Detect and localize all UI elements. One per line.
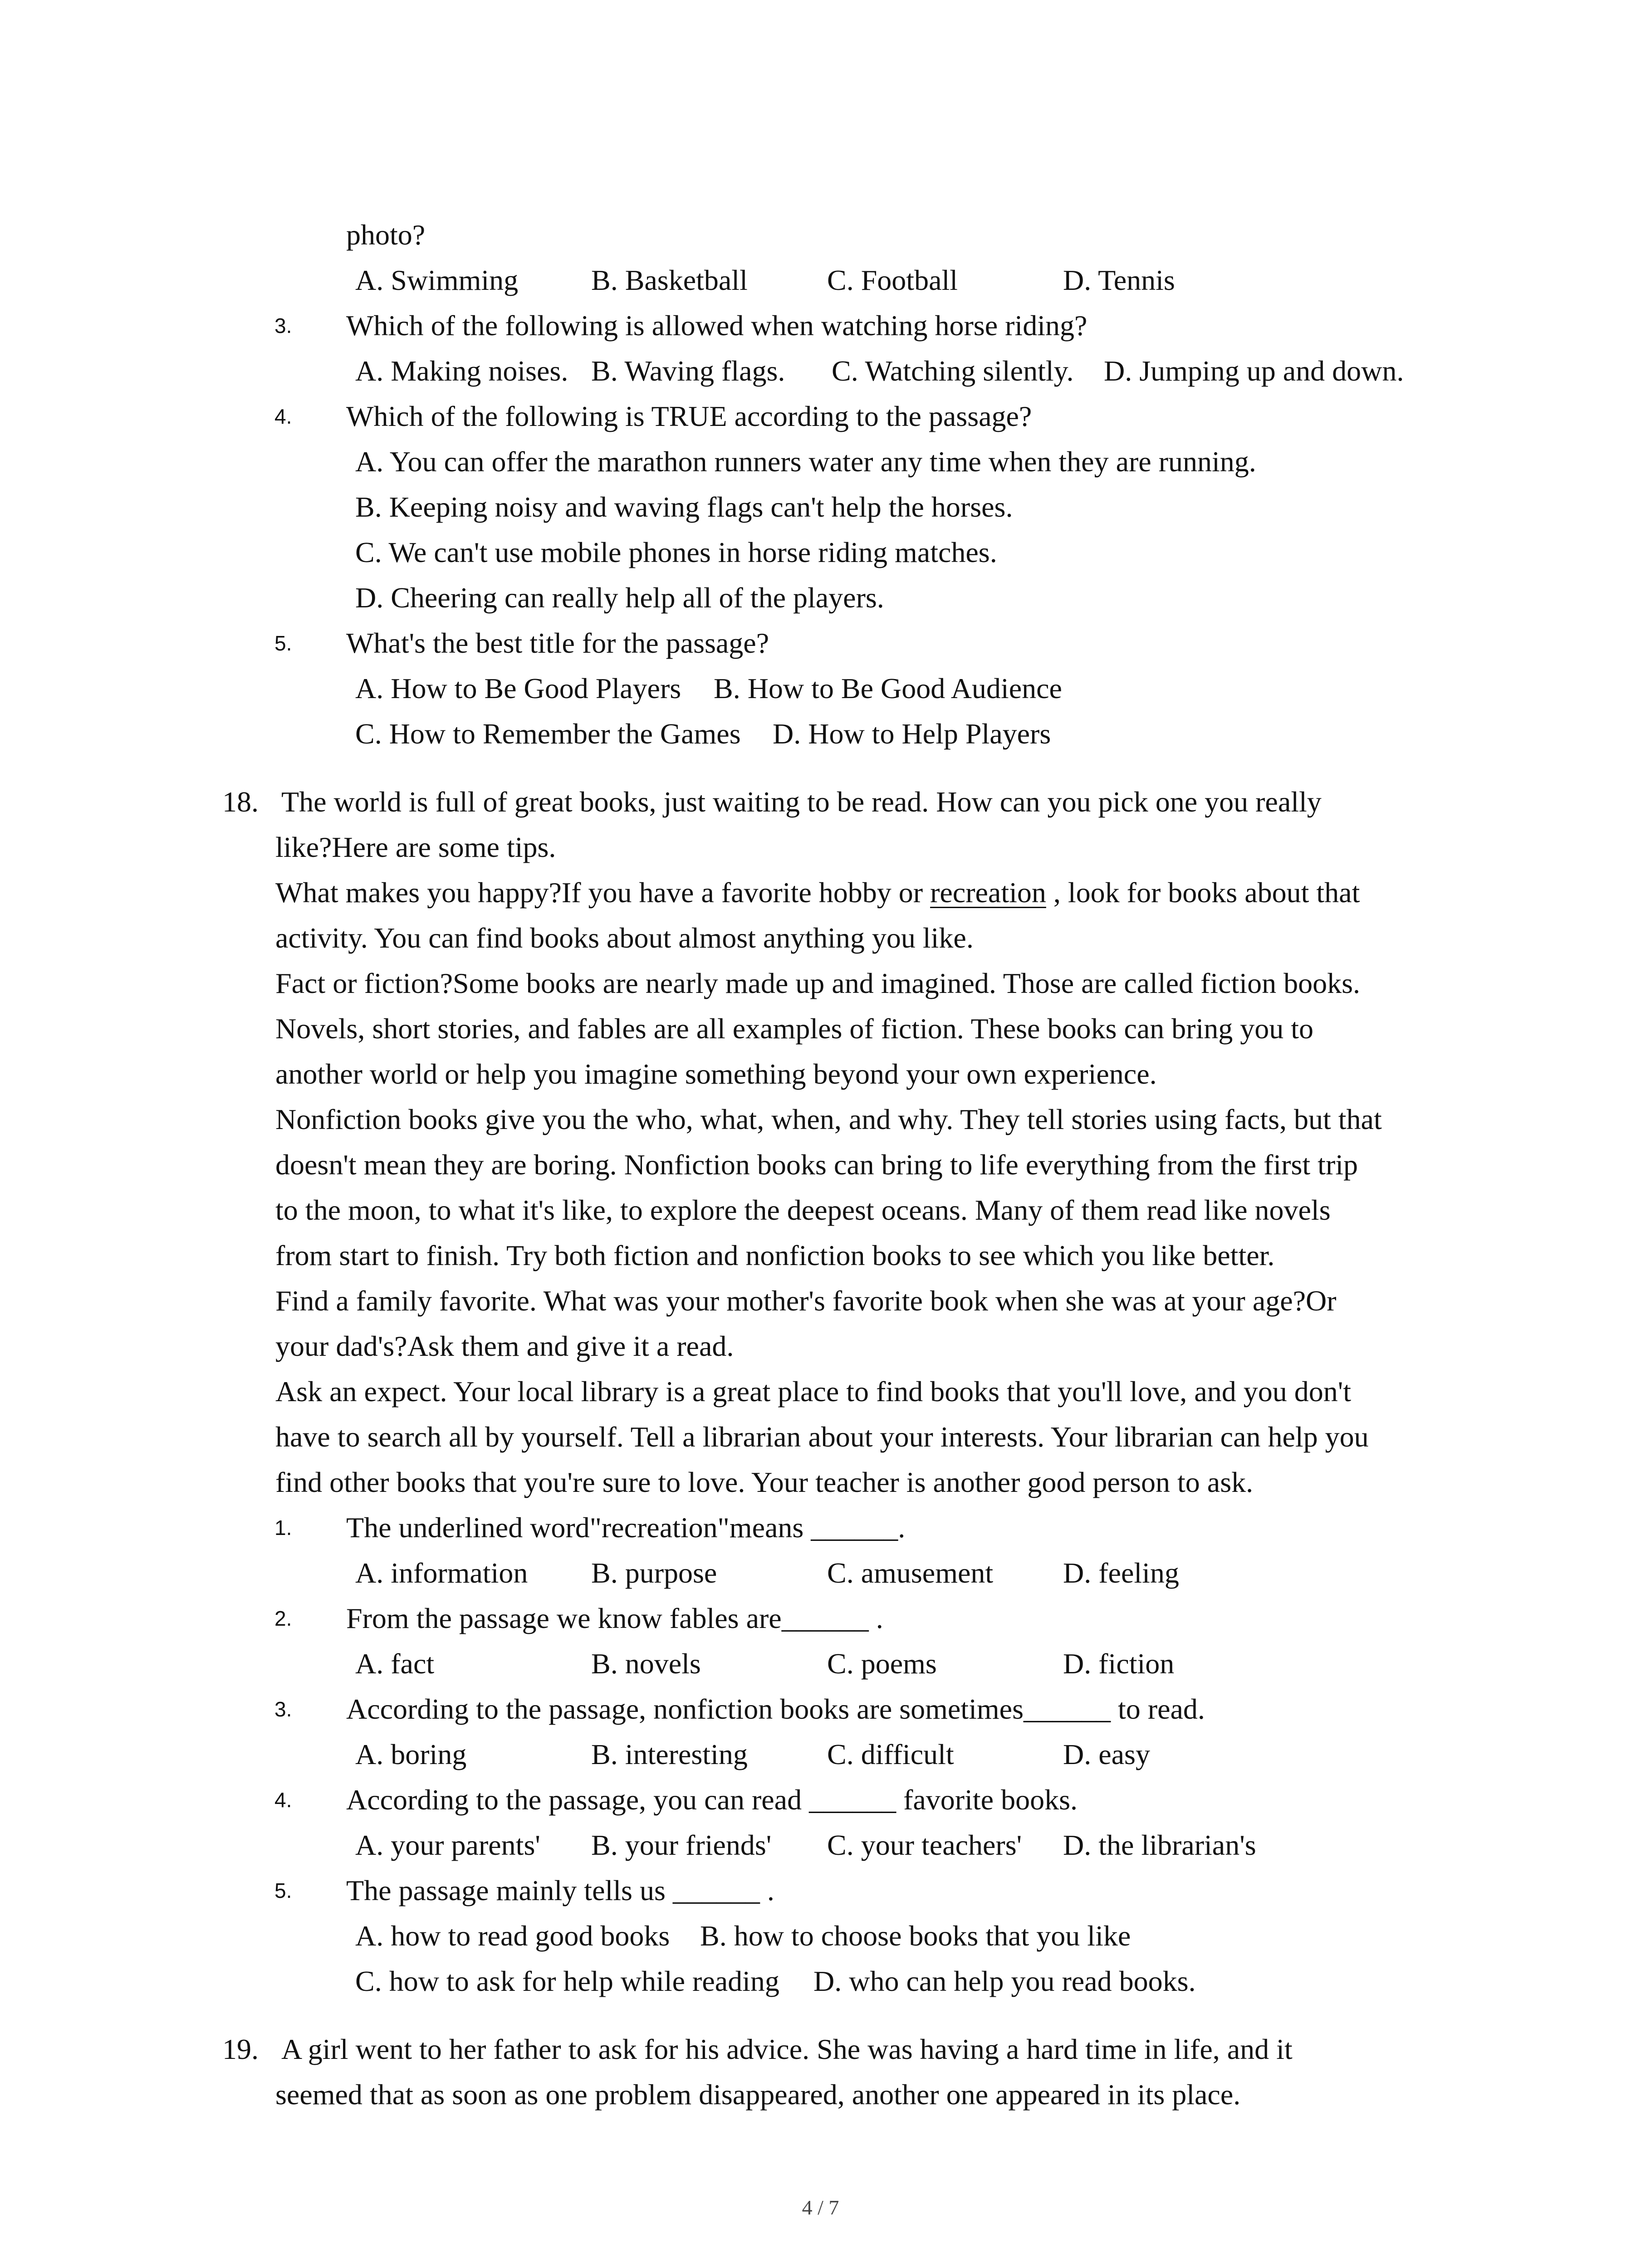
- passage-line: seemed that as soon as one problem disappeared, another one appeared in its place.: [275, 2078, 1241, 2111]
- passage-line: have to search all by yourself. Tell a librarian about your interests. Your librarian can help you: [275, 1421, 1369, 1453]
- q17-2-stem-end: photo?: [346, 219, 426, 251]
- option: D. who can help you read books.: [813, 1965, 1196, 1997]
- passage-line: your dad's?Ask them and give it a read.: [275, 1330, 734, 1362]
- option: C. Watching silently.: [832, 355, 1074, 387]
- question-stem: Which of the following is allowed when watching horse riding?: [346, 309, 1087, 342]
- passage-line: find other books that you're sure to love. Your teacher is another good person to ask.: [275, 1466, 1254, 1498]
- option: B. how to choose books that you like: [700, 1920, 1131, 1952]
- passage-line: Fact or fiction?Some books are nearly made up and imagined. Those are called fiction books.: [275, 967, 1360, 999]
- option: D. How to Help Players: [773, 718, 1051, 750]
- passage-line: activity. You can find books about almost anything you like.: [275, 922, 974, 954]
- option: A. Swimming: [355, 264, 519, 296]
- option: A. You can offer the marathon runners water any time when they are running.: [355, 445, 1256, 478]
- option: B. purpose: [591, 1557, 717, 1589]
- option: D. fiction: [1063, 1647, 1175, 1680]
- passage-line: The world is full of great books, just waiting to be read. How can you pick one you really: [281, 786, 1322, 818]
- passage-line: from start to finish. Try both fiction and nonfiction books to see which you like better.: [275, 1239, 1275, 1271]
- passage-line: Novels, short stories, and fables are all examples of fiction. These books can bring you to: [275, 1012, 1314, 1045]
- question-stem: From the passage we know fables are______ .: [346, 1602, 883, 1634]
- question-stem: The passage mainly tells us ______ .: [346, 1874, 774, 1906]
- option: C. difficult: [827, 1738, 954, 1770]
- option: D. Cheering can really help all of the players.: [355, 582, 884, 614]
- question-number: 5.: [274, 631, 292, 655]
- passage-line: another world or help you imagine something beyond your own experience.: [275, 1058, 1157, 1090]
- option: C. amusement: [827, 1557, 994, 1589]
- question-stem: Which of the following is TRUE according to the passage?: [346, 400, 1032, 432]
- question-number-18: 18.: [222, 786, 259, 818]
- option: C. Football: [827, 264, 958, 296]
- passage-line: [275, 875, 1360, 911]
- option: D. feeling: [1063, 1557, 1179, 1589]
- question-number: 3.: [274, 314, 292, 337]
- passage-line: A girl went to her father to ask for his advice. She was having a hard time in life, and it: [281, 2033, 1293, 2065]
- passage-line: like?Here are some tips.: [275, 831, 556, 863]
- question-number: 1.: [274, 1516, 292, 1540]
- option: B. Keeping noisy and waving flags can't help the horses.: [355, 491, 1013, 523]
- option: A. boring: [355, 1738, 467, 1770]
- option: B. Waving flags.: [591, 355, 785, 387]
- passage-line: Nonfiction books give you the who, what, when, and why. They tell stories using facts, but that: [275, 1103, 1382, 1135]
- option: B. your friends': [591, 1829, 772, 1861]
- passage-line: Find a family favorite. What was your mother's favorite book when she was at your age?Or: [275, 1285, 1337, 1317]
- passage-text: What makes you happy?If you have a favorite hobby or: [275, 876, 931, 909]
- option: D. Tennis: [1063, 264, 1175, 296]
- option: C. We can't use mobile phones in horse riding matches.: [355, 536, 997, 568]
- option: A. your parents': [355, 1829, 540, 1861]
- question-number: 3.: [274, 1697, 292, 1721]
- option: B. Basketball: [591, 264, 748, 296]
- underlined-word: recreation: [930, 876, 1046, 909]
- option: A. How to Be Good Players: [355, 672, 681, 704]
- question-stem: The underlined word"recreation"means ______.: [346, 1511, 906, 1544]
- option: D. easy: [1063, 1738, 1150, 1770]
- question-number: 4.: [274, 1788, 292, 1812]
- question-number-19: 19.: [222, 2033, 259, 2065]
- option: C. How to Remember the Games: [355, 718, 741, 750]
- question-number: 5.: [274, 1879, 292, 1902]
- option: A. fact: [355, 1647, 435, 1680]
- passage-text: , look for books about that: [1046, 876, 1360, 909]
- question-stem: According to the passage, you can read ______ favorite books.: [346, 1784, 1078, 1816]
- option: B. novels: [591, 1647, 701, 1680]
- option: C. poems: [827, 1647, 937, 1680]
- option: B. interesting: [591, 1738, 748, 1770]
- passage-line: doesn't mean they are boring. Nonfiction books can bring to life everything from the first trip: [275, 1149, 1358, 1181]
- question-number: 2.: [274, 1607, 292, 1630]
- option: C. your teachers': [827, 1829, 1022, 1861]
- passage-line: to the moon, to what it's like, to explore the deepest oceans. Many of them read like novels: [275, 1194, 1331, 1226]
- page-number: 4 / 7: [802, 2196, 839, 2219]
- option: D. the librarian's: [1063, 1829, 1256, 1861]
- question-stem: According to the passage, nonfiction books are sometimes______ to read.: [346, 1693, 1205, 1725]
- option: C. how to ask for help while reading: [355, 1965, 779, 1997]
- passage-line: Ask an expect. Your local library is a great place to find books that you'll love, and you don't: [275, 1375, 1351, 1408]
- option: A. information: [355, 1557, 528, 1589]
- question-stem: What's the best title for the passage?: [346, 627, 769, 659]
- option: B. How to Be Good Audience: [714, 672, 1062, 704]
- option: A. how to read good books: [355, 1920, 670, 1952]
- option: D. Jumping up and down.: [1104, 355, 1404, 387]
- question-number: 4.: [274, 405, 292, 428]
- option: A. Making noises.: [355, 355, 568, 387]
